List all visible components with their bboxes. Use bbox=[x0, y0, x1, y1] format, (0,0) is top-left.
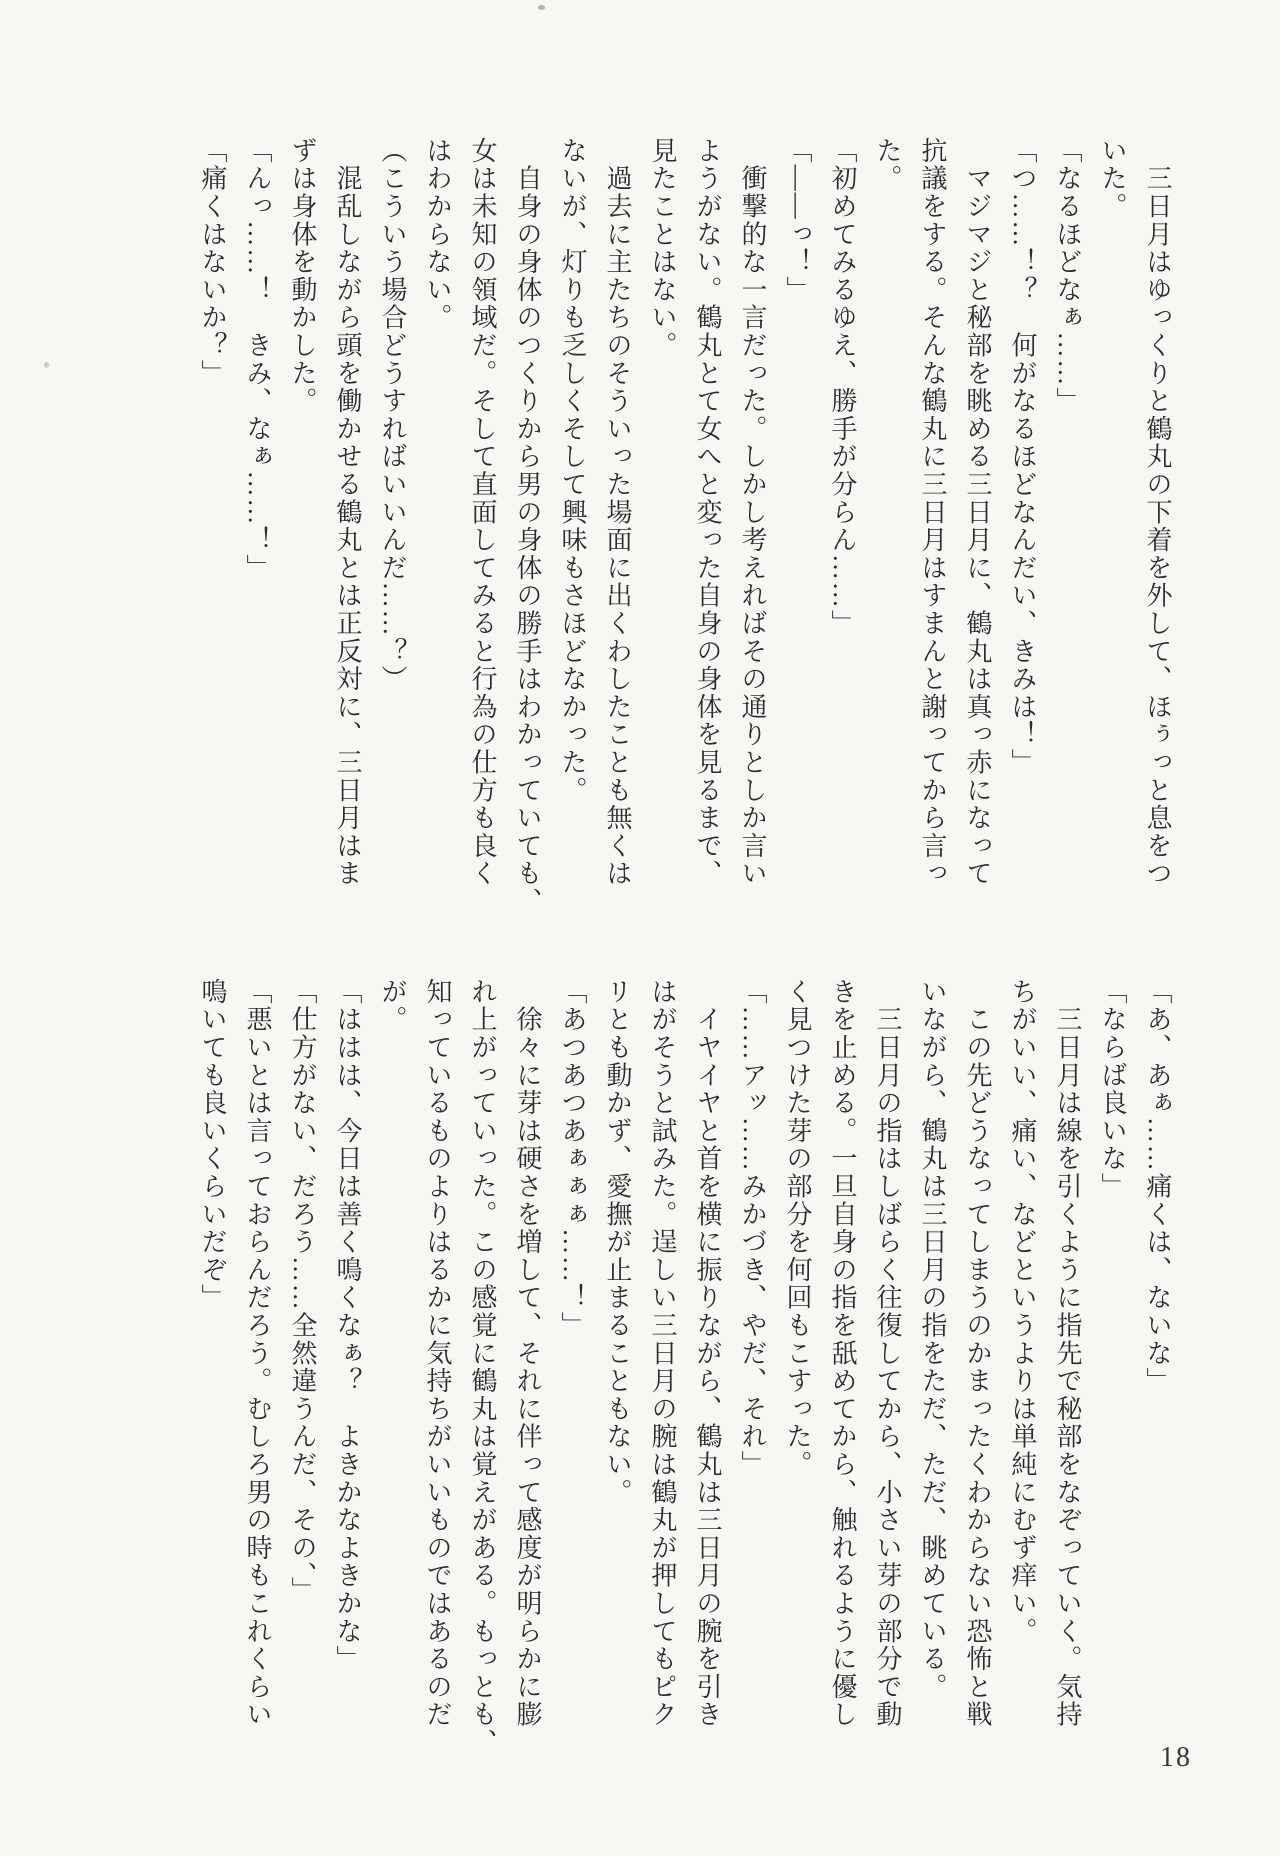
text-column: 鳴いても良いくらいだぞ」 bbox=[198, 978, 227, 1312]
text-column: 「つ……！？ 何がなるほどなんだい、きみは！」 bbox=[1008, 137, 1037, 777]
text-column: た。 bbox=[873, 137, 902, 193]
text-column: 「悪いとは言っておらんだろう。むしろ男の時もこれくらい bbox=[243, 978, 272, 1729]
text-column: 混乱しながら頭を働かせる鶴丸とは正反対に、三日月はま bbox=[333, 137, 362, 888]
scan-speck bbox=[538, 5, 545, 10]
text-column: 「ははは、今日は善く鳴くなぁ？ よきかなよきかな」 bbox=[333, 978, 362, 1673]
text-column: 「痛くはないか？」 bbox=[198, 137, 227, 388]
text-column: 三日月はゆっくりと鶴丸の下着を外して、ほぅっと息をつ bbox=[1143, 137, 1172, 888]
text-column: （こういう場合どうすればいいんだ……？） bbox=[378, 137, 407, 693]
text-column: 徐々に芽は硬さを増して、それに伴って感度が明らかに膨 bbox=[513, 978, 542, 1729]
text-column: れ上がっていった。この感覚に鶴丸は覚えがある。もっとも、 bbox=[468, 978, 497, 1757]
text-column: 「なるほどなぁ……」 bbox=[1053, 137, 1082, 415]
text-column: 三日月の指はしばらく往復してから、小さい芽の部分で動 bbox=[873, 978, 902, 1729]
text-column: いながら、鶴丸は三日月の指をただ、ただ、眺めている。 bbox=[918, 978, 947, 1701]
text-column: ようがない。鶴丸とて女へと変った自身の身体を見るまで、 bbox=[693, 137, 722, 888]
text-column: いた。 bbox=[1098, 137, 1127, 221]
text-column: 「ならば良いな」 bbox=[1098, 978, 1127, 1201]
text-column: 過去に主たちのそういった場面に出くわしたことも無くは bbox=[603, 137, 632, 888]
text-column: 三日月は線を引くように指先で秘部をなぞっていく。気持 bbox=[1053, 978, 1082, 1729]
text-column: 女は未知の領域だ。そして直面してみると行為の仕方も良く bbox=[468, 137, 497, 888]
upper-text-block bbox=[190, 137, 1180, 916]
text-column: 「初めてみるゆえ、勝手が分らん……」 bbox=[828, 137, 857, 638]
text-column: 「……アッ……みかづき、やだ、それ」 bbox=[738, 978, 767, 1479]
text-column: 自身の身体のつくりから男の身体の勝手はわかっていても、 bbox=[513, 137, 542, 916]
lower-text-block bbox=[190, 978, 1180, 1757]
text-column: 「あつあつあぁぁぁ……！」 bbox=[558, 978, 587, 1340]
text-column: 「んっ……！ きみ、なぁ……！」 bbox=[243, 137, 272, 582]
text-column: マジマジと秘部を眺める三日月に、鶴丸は真っ赤になって bbox=[963, 137, 992, 888]
text-column: 「――っ！」 bbox=[783, 137, 812, 304]
text-column: ずは身体を動かした。 bbox=[288, 137, 317, 415]
text-column: はわからない。 bbox=[423, 137, 452, 332]
text-column: ちがいい、痛い、などというよりは単純にむず痒い。 bbox=[1008, 978, 1037, 1646]
text-column: 見たことはない。 bbox=[648, 137, 677, 360]
text-column: リとも動かず、愛撫が止まることもない。 bbox=[603, 978, 632, 1507]
text-column: イヤイヤと首を横に振りながら、鶴丸は三日月の腕を引き bbox=[693, 978, 722, 1729]
page-number: 18 bbox=[1160, 1742, 1192, 1773]
text-column: 知っているものよりはるかに気持ちがいいものではあるのだ bbox=[423, 978, 452, 1729]
text-column: が。 bbox=[378, 978, 407, 1034]
text-column: ないが、灯りも乏しくそして興味もさほどなかった。 bbox=[558, 137, 587, 805]
scan-speck bbox=[44, 362, 49, 368]
text-column: く見つけた芽の部分を何回もこすった。 bbox=[783, 978, 812, 1479]
text-column: きを止める。一旦自身の指を舐めてから、触れるように優し bbox=[828, 978, 857, 1729]
text-column: 「仕方がない、だろう……全然違うんだ、その、」 bbox=[288, 978, 317, 1605]
text-column: はがそうと試みた。逞しい三日月の腕は鶴丸が押してもピク bbox=[648, 978, 677, 1729]
text-column: 抗議をする。そんな鶴丸に三日月はすまんと謝ってから言っ bbox=[918, 137, 947, 888]
text-column: 衝撃的な一言だった。しかし考えればその通りとしか言い bbox=[738, 137, 767, 888]
text-column: この先どうなってしまうのかまったくわからない恐怖と戦 bbox=[963, 978, 992, 1729]
text-column: 「あ、あぁ……痛くは、ないな」 bbox=[1143, 978, 1172, 1395]
